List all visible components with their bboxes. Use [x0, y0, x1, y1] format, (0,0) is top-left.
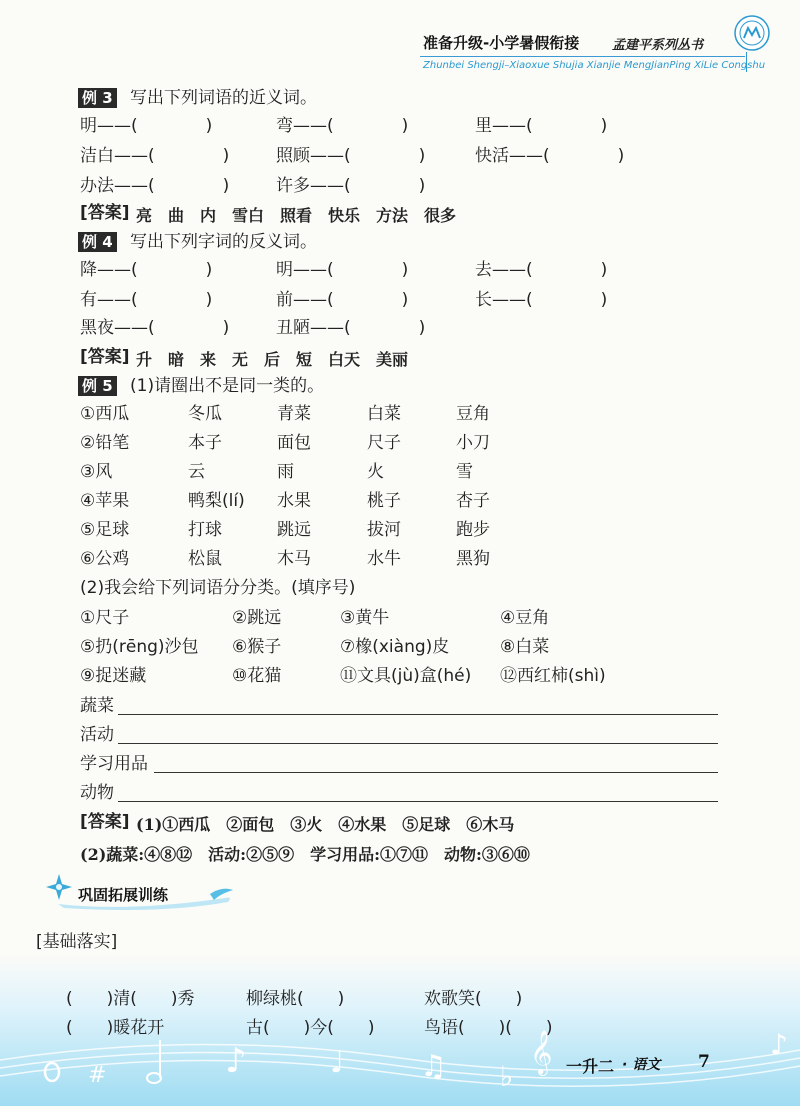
group-word: 打球: [188, 520, 222, 540]
ex4-item: 降——( ): [80, 260, 213, 280]
answer-line-school-supplies[interactable]: [154, 772, 718, 773]
ex5-answer-label: [答案]: [80, 812, 130, 832]
group-word: 杏子: [456, 491, 490, 511]
svg-text:♪: ♪: [225, 1041, 247, 1081]
group-word: 鸭梨(lí): [188, 491, 245, 511]
ex4-item: 黑夜——( ): [80, 318, 230, 338]
answer-line-vegetables[interactable]: [118, 714, 718, 715]
header-pinyin: Zhunbei Shengji–Xiaoxue Shujia Xianjie MengJianPing XiLie Congshu: [423, 60, 766, 71]
ex5-answer-2: (2)蔬菜:④⑧⑫ 活动:②⑤⑨ 学习用品:①⑦⑪ 动物:③⑥⑩: [80, 845, 530, 864]
svg-text:#: #: [88, 1063, 107, 1088]
group-word: 水果: [277, 491, 311, 511]
section-title: 巩固拓展训练: [78, 886, 169, 904]
sort-item: ⑪文具(jù)盒(hé): [340, 666, 472, 686]
group-word: 冬瓜: [188, 404, 222, 424]
footer-grade: 一升二: [566, 1057, 615, 1076]
group-word: ②铅笔: [80, 433, 130, 453]
star-burst-icon: [44, 872, 74, 902]
group-word: 火: [367, 462, 384, 482]
example-3-prompt: 写出下列词语的近义词。: [130, 88, 317, 108]
ex3-item: 明——( ): [80, 116, 213, 136]
answer-line-animals[interactable]: [118, 801, 718, 802]
ex3-item: 里——( ): [475, 116, 608, 136]
fill-in-item: 欢歌笑( ): [424, 989, 523, 1009]
group-word: 水牛: [367, 549, 401, 569]
svg-text:♩: ♩: [330, 1045, 345, 1080]
group-word: 白菜: [367, 404, 401, 424]
group-word: 跳远: [277, 520, 311, 540]
group-word: 面包: [277, 433, 311, 453]
sub-heading: [基础落实]: [36, 932, 118, 952]
ex4-item: 丑陋——( ): [276, 318, 426, 338]
group-word: ⑤足球: [80, 520, 130, 540]
ex3-item: 弯——( ): [276, 116, 409, 136]
example-4-prompt: 写出下列字词的反义词。: [130, 232, 317, 252]
ex3-answer-label: [答案]: [80, 203, 130, 223]
group-word: 雪: [456, 462, 473, 482]
group-word: 木马: [277, 549, 311, 569]
group-word: 黑狗: [456, 549, 490, 569]
ex3-item: 照顾——( ): [276, 146, 426, 166]
ex5-answer-1: (1)①西瓜 ②面包 ③火 ④水果 ⑤足球 ⑥木马: [136, 815, 515, 834]
page-number: 7: [698, 1052, 710, 1072]
group-word: 松鼠: [188, 549, 222, 569]
group-word: ①西瓜: [80, 404, 130, 424]
sort-item: ⑤扔(rēng)沙包: [80, 637, 199, 657]
ex3-item: 快活——( ): [475, 146, 625, 166]
ex4-item: 有——( ): [80, 290, 213, 310]
group-word: 云: [188, 462, 205, 482]
ex4-item: 去——( ): [475, 260, 608, 280]
logo-stem: [746, 52, 747, 72]
category-label: 学习用品: [80, 754, 148, 774]
category-label: 蔬菜: [80, 696, 114, 716]
ex4-item: 长——( ): [475, 290, 608, 310]
group-word: ③风: [80, 462, 113, 482]
sort-item: ⑦橡(xiàng)皮: [340, 637, 450, 657]
sort-item: ⑧白菜: [500, 637, 550, 657]
example-5-prompt-2: (2)我会给下列词语分分类。(填序号): [80, 578, 356, 598]
sort-item: ⑥猴子: [232, 637, 282, 657]
group-word: 豆角: [456, 404, 490, 424]
svg-text:♪: ♪: [770, 1028, 788, 1061]
sort-item: ①尺子: [80, 608, 130, 628]
group-word: 桃子: [367, 491, 401, 511]
sort-item: ②跳远: [232, 608, 282, 628]
ex4-item: 明——( ): [276, 260, 409, 280]
fill-in-item: 古( )今( ): [246, 1018, 375, 1038]
category-label: 活动: [80, 725, 114, 745]
example-5-prompt-1: (1)请圈出不是同一类的。: [130, 376, 325, 396]
group-word: 青菜: [277, 404, 311, 424]
book-title: 准备升级-小学暑假衔接: [423, 34, 580, 52]
fill-in-item: 柳绿桃( ): [246, 989, 345, 1009]
header-rule: [420, 56, 745, 57]
fill-in-item: ( )清( )秀: [66, 989, 195, 1009]
group-word: 跑步: [456, 520, 490, 540]
answer-line-activities[interactable]: [118, 743, 718, 744]
example-4-label: 例 4: [78, 232, 117, 252]
publisher-logo-icon: [733, 14, 771, 52]
svg-text:♭: ♭: [500, 1060, 514, 1093]
ex3-answer: 亮 曲 内 雪白 照看 快乐 方法 很多: [136, 206, 457, 225]
example-5-label: 例 5: [78, 376, 117, 396]
fill-in-item: 鸟语( )( ): [424, 1018, 553, 1038]
ex3-item: 办法——( ): [80, 176, 230, 196]
sort-item: ④豆角: [500, 608, 550, 628]
svg-text:♫: ♫: [420, 1049, 447, 1084]
treble-clef-icon: 𝄞: [530, 1030, 553, 1074]
group-word: 雨: [277, 462, 294, 482]
group-word: 小刀: [456, 433, 490, 453]
sort-item: ⑨捉迷藏: [80, 666, 147, 686]
group-word: 本子: [188, 433, 222, 453]
example-3-label: 例 3: [78, 88, 117, 108]
group-word: 拔河: [367, 520, 401, 540]
sort-item: ⑫西红柿(shì): [500, 666, 606, 686]
ex3-item: 许多——( ): [276, 176, 426, 196]
footer-subject: · 语文: [622, 1057, 661, 1073]
sort-item: ⑩花猫: [232, 666, 282, 686]
category-label: 动物: [80, 783, 114, 803]
fill-in-item: ( )暖花开: [66, 1018, 165, 1038]
ex4-answer: 升 暗 来 无 后 短 白天 美丽: [136, 350, 409, 369]
ex3-item: 洁白——( ): [80, 146, 230, 166]
group-word: ⑥公鸡: [80, 549, 130, 569]
ex4-item: 前——( ): [276, 290, 409, 310]
book-series: 孟建平系列丛书: [612, 38, 704, 53]
group-word: ④苹果: [80, 491, 130, 511]
ex4-answer-label: [答案]: [80, 347, 130, 367]
sort-item: ③黄牛: [340, 608, 390, 628]
group-word: 尺子: [367, 433, 401, 453]
